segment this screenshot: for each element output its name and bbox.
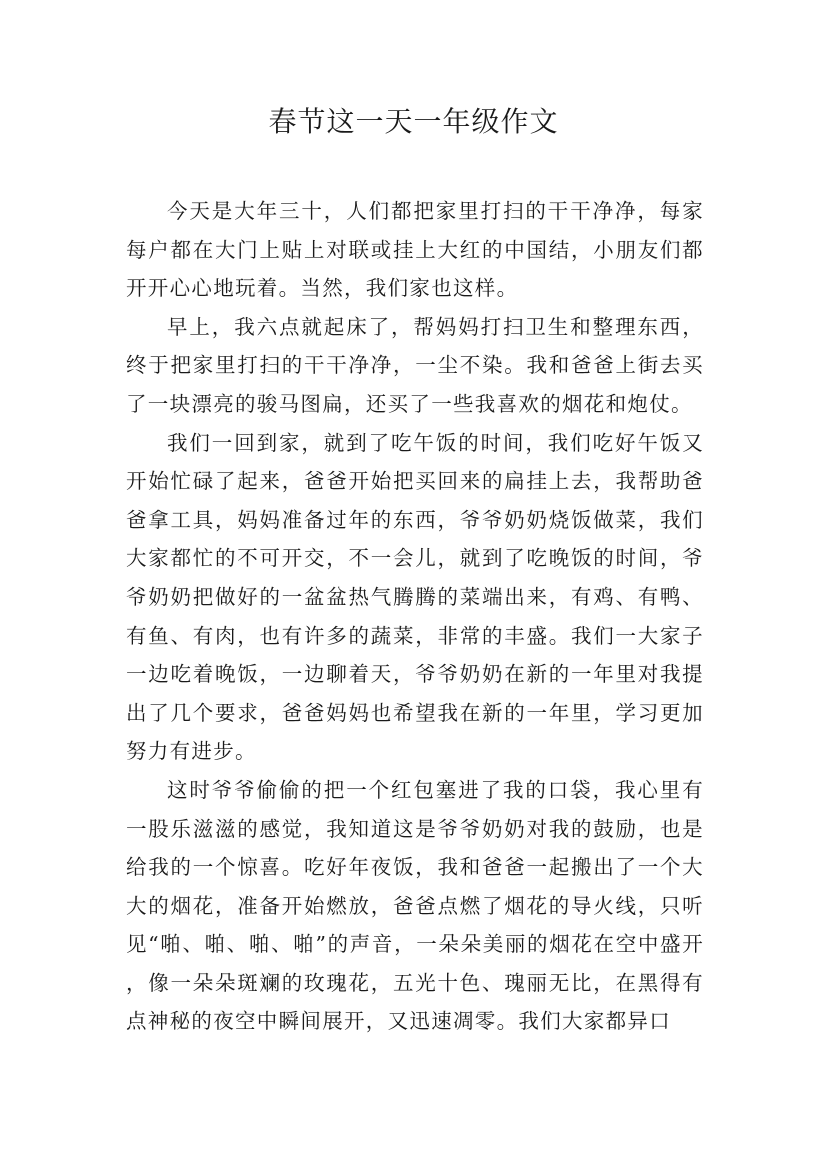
paragraph-1: 今天是大年三十，人们都把家里打扫的干干净净，每家每户都在大门上贴上对联或挂上大红的中国结，小朋友们都开开心心地玩着。当然，我们家也这样。	[126, 199, 704, 301]
document-title: 春节这一天一年级作文	[268, 105, 559, 138]
paragraph-3: 我们一回到家，就到了吃午饭的时间，我们吃好午饭又开始忙碌了起来，爸爸开始把买回来的扁挂上去，我帮助爸爸拿工具，妈妈准备过年的东西，爷爷奶奶烧饭做菜，我们大家都忙的不可开交，不一会儿，就到了吃晚饭的时间，爷爷奶奶把做好的一盆盆热气腾腾的菜端出来，有鸡、有鸭、有鱼、有肉，也有许多的蔬菜，非常的丰盛。我们一大家子一边吃着晚饭，一边聊着天，爷爷奶奶在新的一年里对我提出了几个要求，爸爸妈妈也希望我在新的一年里，学习更加努力有进步。	[126, 430, 704, 764]
paragraph-2: 早上，我六点就起床了，帮妈妈打扫卫生和整理东西，终于把家里打扫的干干净净，一尘不染。我和爸爸上街去买了一块漂亮的骏马图扁，还买了一些我喜欢的烟花和炮仗。	[126, 314, 704, 416]
paragraph-4: 这时爷爷偷偷的把一个红包塞进了我的口袋，我心里有一股乐滋滋的感觉，我知道这是爷爷奶奶对我的鼓励，也是给我的一个惊喜。吃好年夜饭，我和爸爸一起搬出了一个大大的烟花，准备开始燃放，爸爸点燃了烟花的导火线，只听见“啪、啪、啪、啪”的声音，一朵朵美丽的烟花在空中盛开，像一朵朵斑斓的玫瑰花，五光十色、瑰丽无比，在黑得有点神秘的夜空中瞬间展开，又迅速凋零。我们大家都异口	[126, 777, 704, 1034]
document-body	[126, 192, 704, 1041]
